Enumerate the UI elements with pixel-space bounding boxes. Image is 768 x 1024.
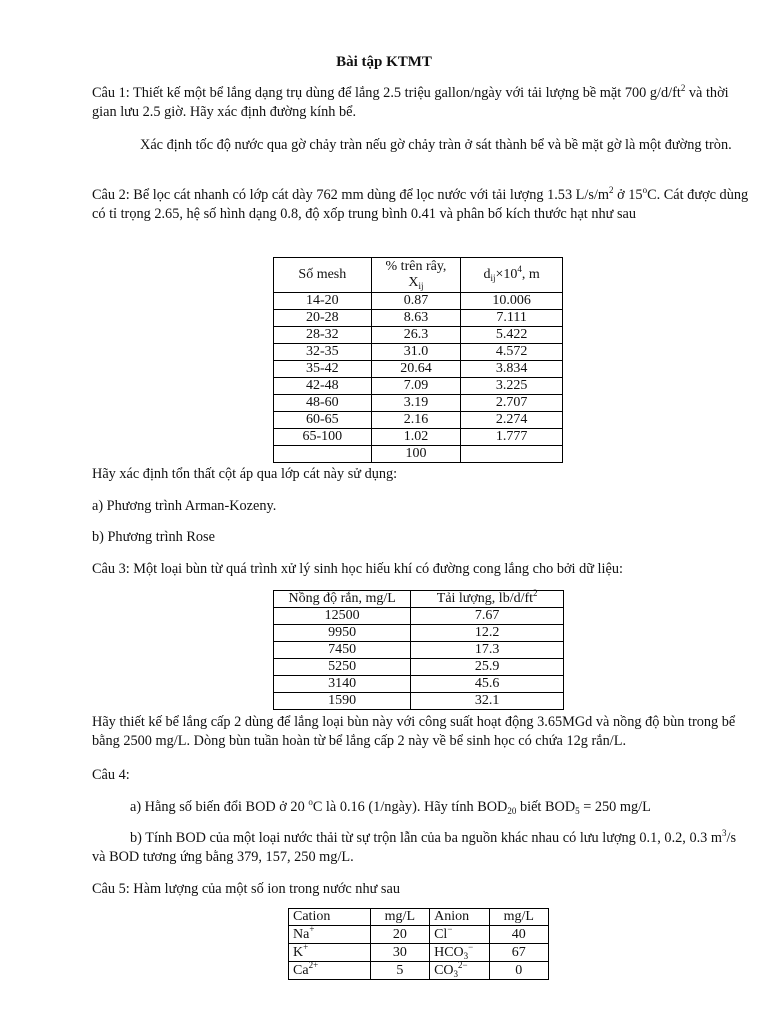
sand-size-table <box>273 257 563 463</box>
header-mgl-1: mg/L <box>370 909 429 926</box>
q2-sup-2: o <box>642 185 648 195</box>
header-mgl-2: mg/L <box>489 909 548 926</box>
table-row: 20-28 8.63 7.111 <box>274 310 563 327</box>
header-percent: % trên rây, $X_{ij}$ <box>371 258 461 293</box>
question-5-text: Câu 5: Hàm lượng của một số ion trong nước như sau <box>92 881 400 897</box>
question-4-part-b: b) Tính BOD của một loại nước thải từ sự trộn lẫn của ba nguồn khác nhau có lưu lượng 0.1, 0.2, 0.3 $m^3/s$ và BOD tương ứng bằng 379, 157, 250 mg/L. <box>92 828 737 866</box>
question-3-after: Hãy thiết kế bể lắng cấp 2 dùng để lắng loại bùn này với công suất hoạt động 3.65MGd và nồng độ bùn trong bể bằng 2500 mg/L. Dòng bùn tuần hoàn từ bể lắng cấp 2 này về bể sinh học có chứa 12g rắn/L. <box>92 714 736 750</box>
question-2-after: Hãy xác định tổn thất cột áp qua lớp cát này sử dụng: <box>92 466 398 482</box>
table-header-row <box>274 258 563 293</box>
table-row-total: 100 <box>274 446 563 463</box>
q1-text-b: và thời gian lưu 2.5 giờ. Hãy xác định đường kính bể. <box>92 85 729 121</box>
ion-table <box>288 908 549 980</box>
header-diameter: $d_{ij}\times 10^4$, m <box>461 258 563 293</box>
question-3-text: Câu 3: Một loại bùn từ quá trình xử lý sinh học hiếu khí có đường cong lắng cho bởi dữ liệu: <box>92 561 623 577</box>
table-header-row <box>289 909 549 926</box>
sludge-settling-table <box>273 590 564 710</box>
header-anion: Anion <box>430 909 489 926</box>
table-row: 1590 32.1 <box>274 693 564 710</box>
table-row: 28-32 26.3 5.422 <box>274 327 563 344</box>
question-2-option-b: b) Phương trình Rose <box>92 529 215 545</box>
document-title: Bài tập KTMT <box>336 54 432 70</box>
header-load: Tải lượng, $lb/d/ft^2$ <box>411 591 564 608</box>
table-row: 48-60 3.19 2.707 <box>274 395 563 412</box>
question-2-option-a: a) Phương trình Arman-Kozeny. <box>92 498 277 514</box>
q1-sup: 2 <box>680 83 686 93</box>
table-row: 42-48 7.09 3.225 <box>274 378 563 395</box>
question-4-label: Câu 4: <box>92 767 130 783</box>
table-row: 9950 12.2 <box>274 625 564 642</box>
q2-text-c: C. Cát được dùng có tỉ trọng 2.65, hệ số hình dạng 0.8, độ xốp trung bình 0.41 và phân bố kích thước hạt như sau <box>92 187 749 223</box>
table-row: 32-35 31.0 4.572 <box>274 344 563 361</box>
table-row: 60-65 2.16 2.274 <box>274 412 563 429</box>
header-concentration: Nồng độ rắn, mg/L <box>274 591 411 608</box>
table-row: 14-20 0.87 10.006 <box>274 293 563 310</box>
header-cation: Cation <box>289 909 371 926</box>
table-row: $Ca^{2+}$ 5 $CO_3^{2-}$ 0 <box>289 962 549 980</box>
table-row: 3140 45.6 <box>274 676 564 693</box>
table-row: 5250 25.9 <box>274 659 564 676</box>
table-row: 12500 7.67 <box>274 608 564 625</box>
question-1-paragraph-2: Xác định tốc độ nước qua gờ chảy tràn nếu gờ chảy tràn ở sát thành bể và bề mặt gờ là một đường tròn. <box>140 137 732 153</box>
question-1-text <box>92 84 752 123</box>
table-row: Na+ 20 Cl− 40 <box>289 926 549 944</box>
header-mesh: Số mesh <box>274 258 372 293</box>
question-4-part-a: a) Hằng số biến đổi BOD ở 20 $^o$C là 0.16 (1/ngày). Hãy tính $BOD_{20}$ biết $BOD_5 = 250$ mg/L <box>130 797 651 816</box>
q2-text-a: Câu 2: Bể lọc cát nhanh có lớp cát dày 762 mm dùng để lọc nước với tải lượng 1.53 L/s/m <box>92 187 610 203</box>
table-row: K+ 30 $HCO_3^-$ 67 <box>289 944 549 962</box>
q2-sup-1: 2 <box>609 185 614 195</box>
question-2-text <box>92 186 752 225</box>
table-row: 65-100 1.02 1.777 <box>274 429 563 446</box>
table-row: 35-42 20.64 3.834 <box>274 361 563 378</box>
table-header-row <box>274 591 564 608</box>
table-row: 7450 17.3 <box>274 642 564 659</box>
q2-text-b: ở 15 <box>613 187 643 203</box>
q1-text-a: Câu 1: Thiết kế một bể lắng dạng trụ dùng để lắng 2.5 triệu gallon/ngày với tải lượng bề mặt 700 g/d/ft <box>92 85 681 101</box>
